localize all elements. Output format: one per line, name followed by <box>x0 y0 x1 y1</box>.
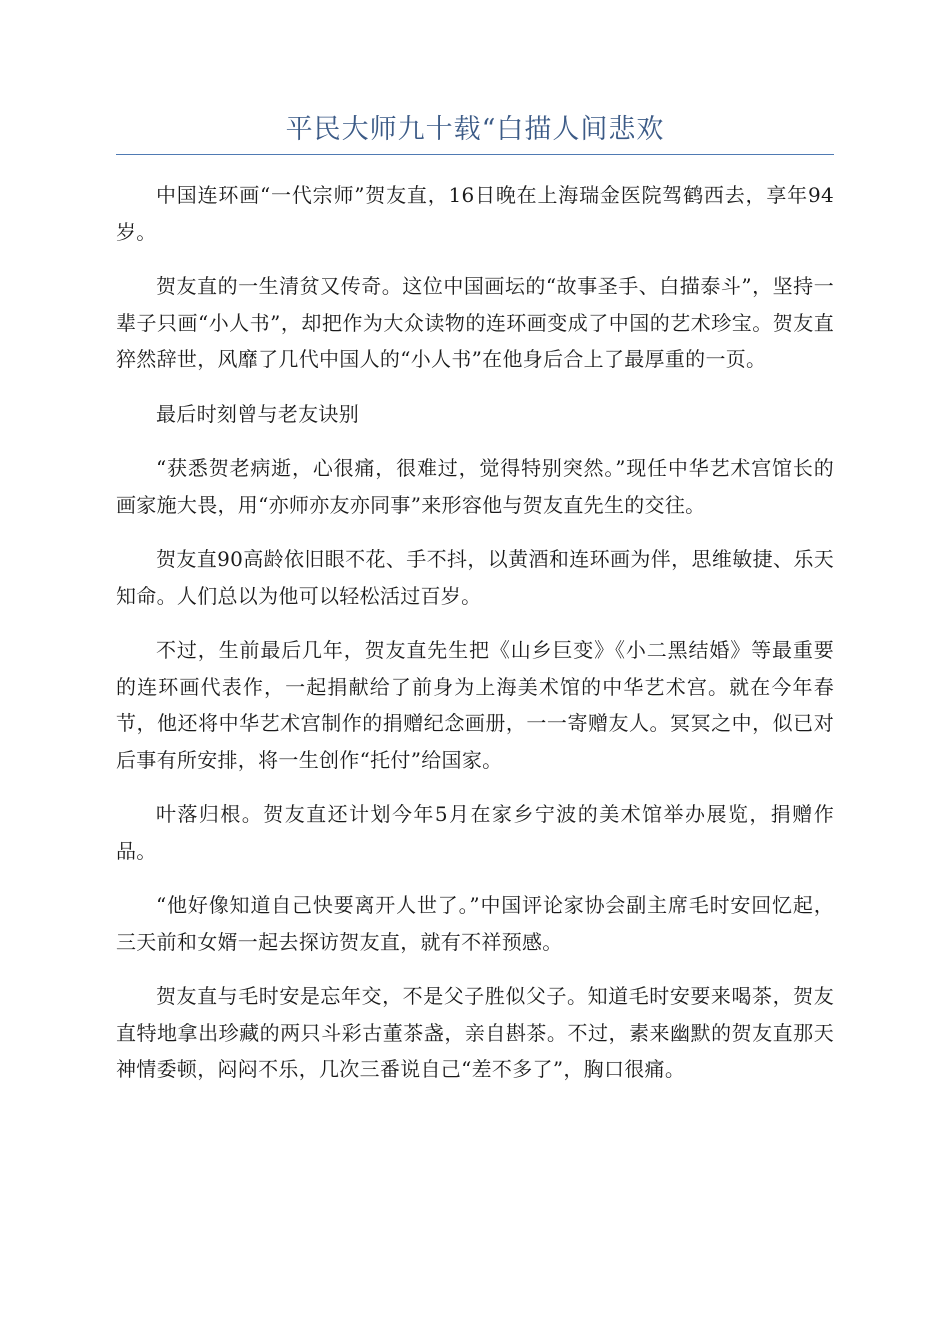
title-underline <box>116 154 834 155</box>
paragraph: 贺友直与毛时安是忘年交，不是父子胜似父子。知道毛时安要来喝茶，贺友直特地拿出珍藏的两只斗彩古董茶盏，亲自斟茶。不过，素来幽默的贺友直那天神情委顿，闷闷不乐，几次三番说自己“差不多了”，胸口很痛。 <box>116 984 834 1081</box>
article-title: 平民大师九十载“白描人间悲欢 <box>285 114 665 145</box>
paragraph: 叶落归根。贺友直还计划今年5月在家乡宁波的美术馆举办展览，捐赠作品。 <box>116 802 834 863</box>
section-heading: 最后时刻曾与老友诀别 <box>156 401 359 426</box>
paragraph: 贺友直90高龄依旧眼不花、手不抖，以黄酒和连环画为伴，思维敏捷、乐天知命。人们总以为他可以轻松活过百岁。 <box>116 547 834 608</box>
paragraph: “获悉贺老病逝，心很痛，很难过，觉得特别突然。”现任中华艺术宫馆长的画家施大畏，用“亦师亦友亦同事”来形容他与贺友直先生的交往。 <box>116 456 834 517</box>
paragraph: “他好像知道自己快要离开人世了。”中国评论家协会副主席毛时安回忆起，三天前和女婿一起去探访贺友直，就有不祥预感。 <box>116 893 834 954</box>
paragraph: 贺友直的一生清贫又传奇。这位中国画坛的“故事圣手、白描泰斗”，坚持一辈子只画“小人书”，却把作为大众读物的连环画变成了中国的艺术珍宝。贺友直猝然辞世，风靡了几代中国人的“小人书”在他身后合上了最厚重的一页。 <box>116 274 834 371</box>
article-body <box>116 177 834 1106</box>
paragraph: 不过，生前最后几年，贺友直先生把《山乡巨变》《小二黑结婚》等最重要的连环画代表作，一起捐献给了前身为上海美术馆的中华艺术宫。就在今年春节，他还将中华艺术宫制作的捐赠纪念画册，一一寄赠友人。冥冥之中，似已对后事有所安排，将一生创作“托付”给国家。 <box>116 638 834 772</box>
paragraph: 中国连环画“一代宗师”贺友直，16日晚在上海瑞金医院驾鹤西去，享年94岁。 <box>116 183 834 244</box>
